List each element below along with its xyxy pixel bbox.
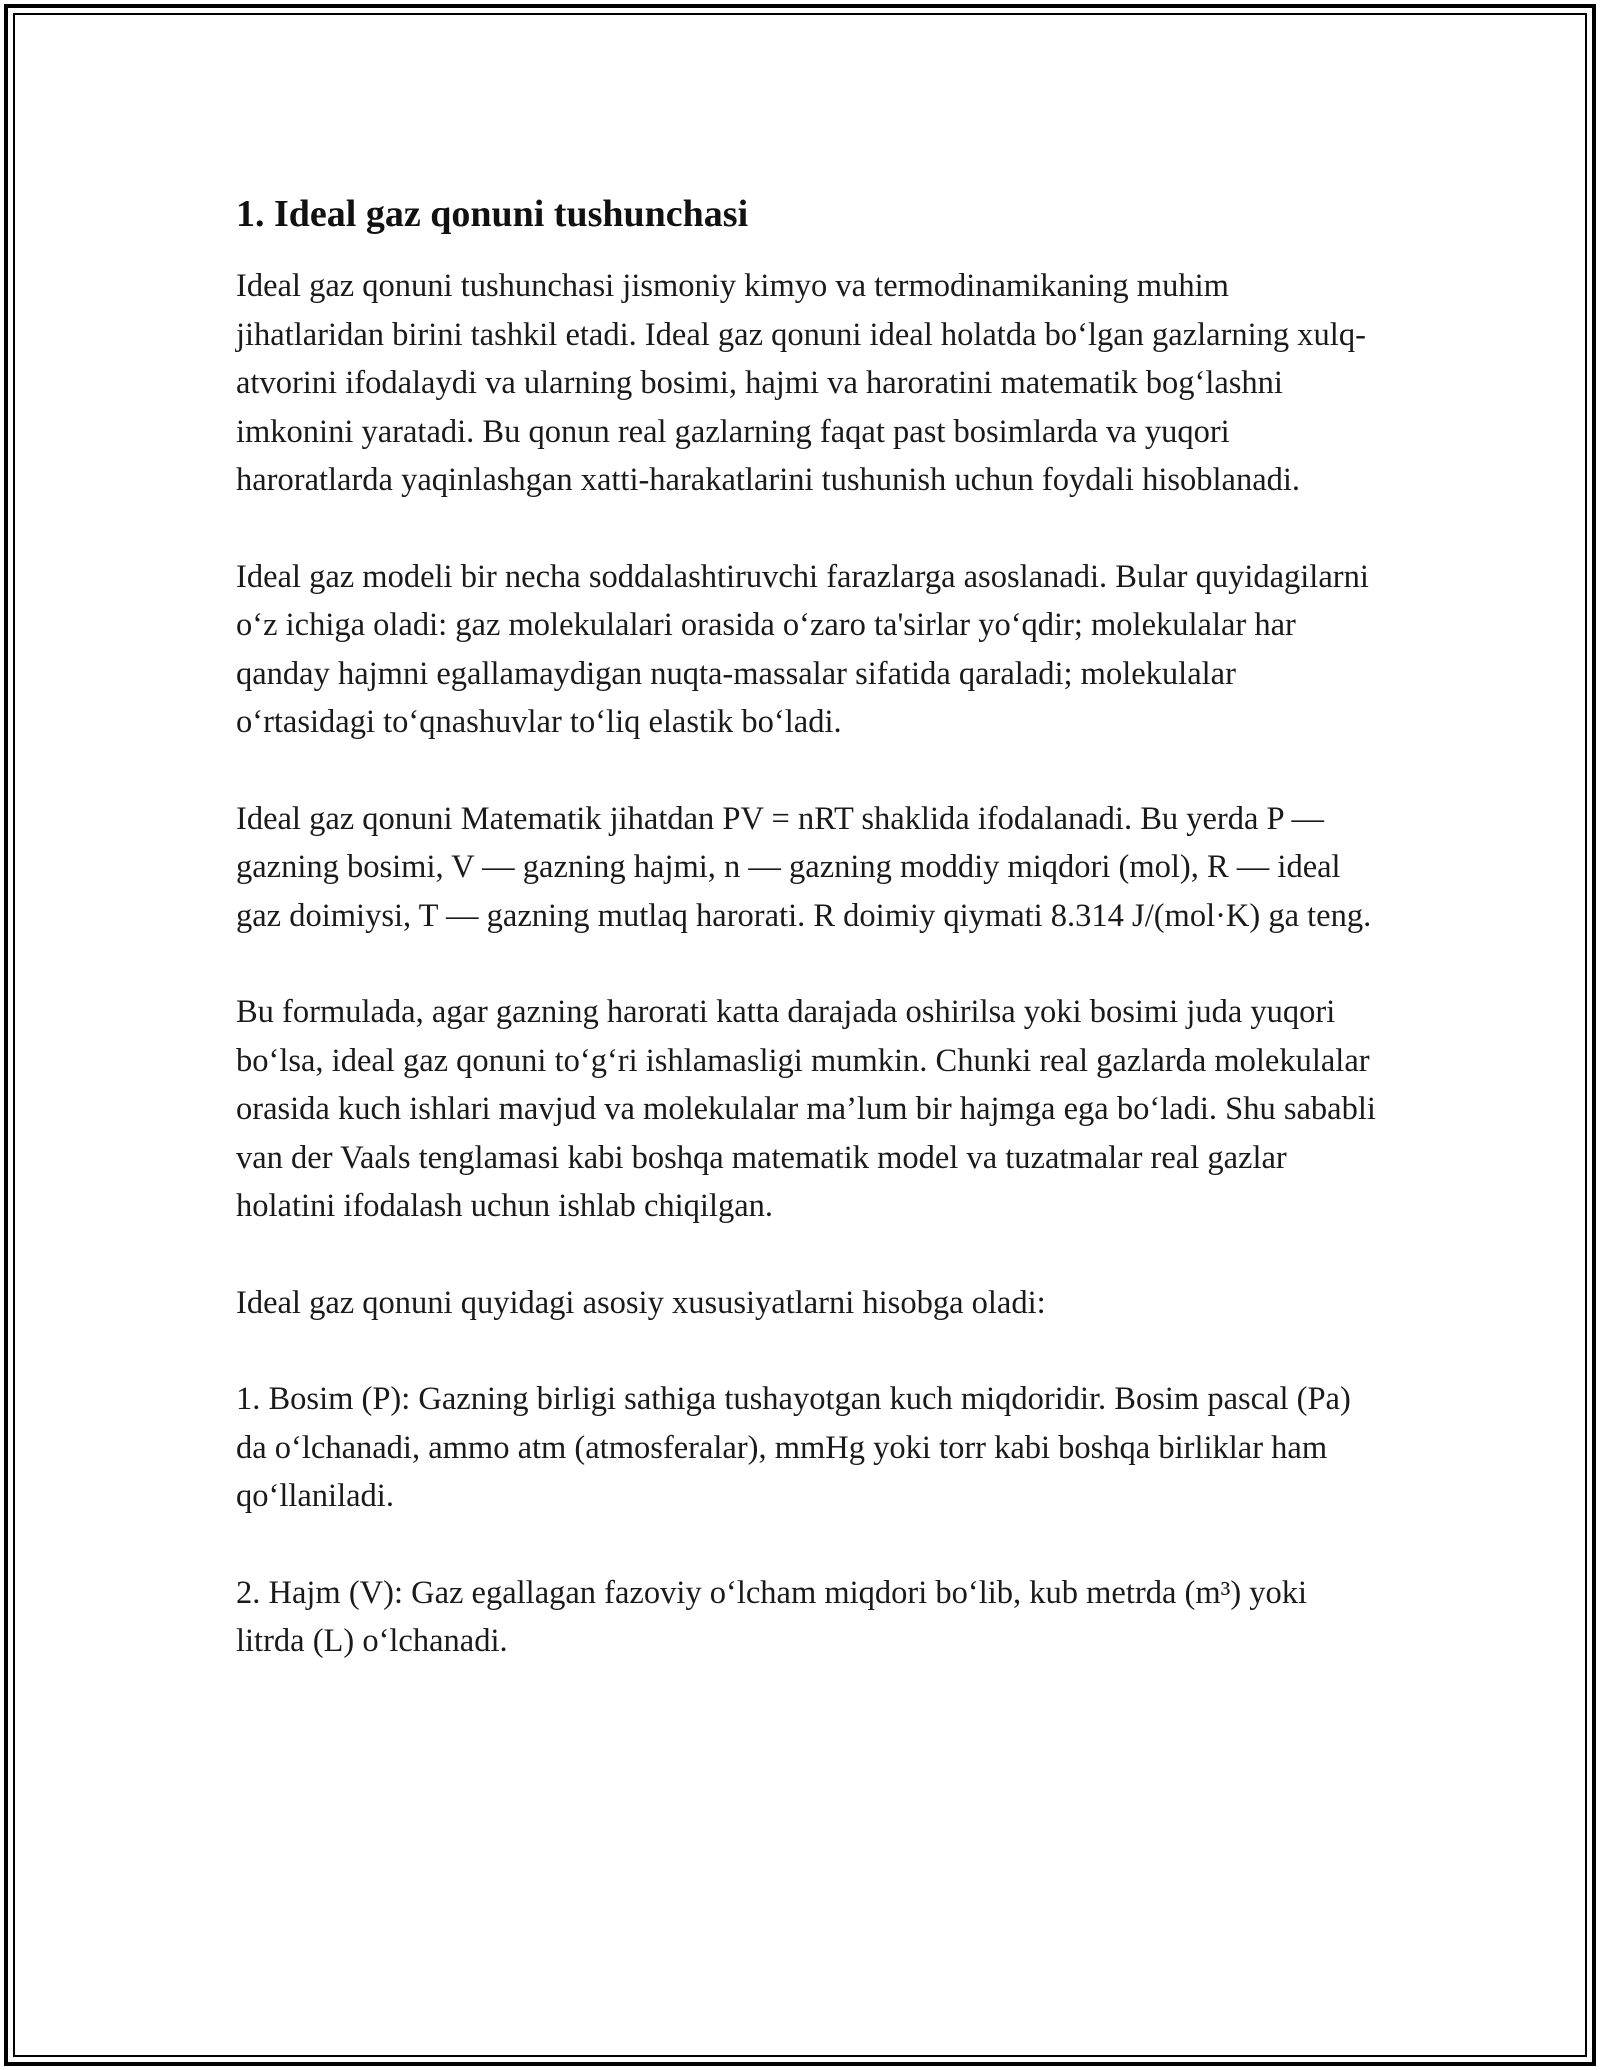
paragraph-limitations: Bu formulada, agar gazning harorati katta darajada oshirilsa yoki bosimi juda yuqori bo‘lsa, ideal gaz qonuni to‘g‘ri ishlamasligi mumkin. Chunki real gazlarda molekulalar orasida kuch ishlari mavjud va molekulalar ma’lum bir hajmga ega bo‘ladi. Shu sababli van der Vaals tenglamasi kabi boshqa matematik model va tuzatmalar real gazlar holatini ifodalash uchun ishlab chiqilgan. (236, 994, 1376, 1224)
paragraph-properties-intro: Ideal gaz qonuni quyidagi asosiy xususiyatlarni hisobga oladi: (236, 1284, 1046, 1321)
paragraph-assumptions: Ideal gaz modeli bir necha soddalashtiruvchi farazlarga asoslanadi. Bular quyidagilarni o‘z ichiga oladi: gaz molekulalari orasida o‘zaro ta'sirlar yo‘qdir; molekulalar har qanday hajmni egallamaydigan nuqta-massalar sifatida qaraladi; molekulalar o‘rtasidagi to‘qnashuvlar to‘liq elastik bo‘ladi. (236, 558, 1369, 740)
paragraph-intro: Ideal gaz qonuni tushunchasi jismoniy kimyo va termodinamikaning muhim jihatlaridan birini tashkil etadi. Ideal gaz qonuni ideal holatda bo‘lgan gazlarning xulq-atvorini ifodalaydi va ularning bosimi, hajmi va haroratini matematik bog‘lashni imkonini yaratadi. Bu qonun real gazlarning faqat past bosimlarda va yuqori haroratlarda yaqinlashgan xatti-harakatlarini tushunish uchun foydali hisoblanadi. (236, 268, 1366, 498)
page-title: 1. Ideal gaz qonuni tushunchasi (236, 193, 749, 235)
list-item-volume: 2. Hajm (V): Gaz egallagan fazoviy o‘lcham miqdori bo‘lib, kub metrda (m³) yoki litrda (L) o‘lchanadi. (236, 1574, 1308, 1659)
document-body (236, 188, 1376, 1714)
paragraph-formula: Ideal gaz qonuni Matematik jihatdan PV = nRT shaklida ifodalanadi. Bu yerda P — gazning bosimi, V — gazning hajmi, n — gazning moddiy miqdori (mol), R — ideal gaz doimiysi, T — gazning mutlaq harorati. R doimiy qiymati 8.314 J/(mol·K) ga teng. (236, 800, 1372, 934)
list-item-pressure: 1. Bosim (P): Gazning birligi sathiga tushayotgan kuch miqdoridir. Bosim pascal (Pa) da o‘lchanadi, ammo atm (atmosferalar), mmHg yoki torr kabi boshqa birliklar ham qo‘llaniladi. (236, 1381, 1351, 1514)
